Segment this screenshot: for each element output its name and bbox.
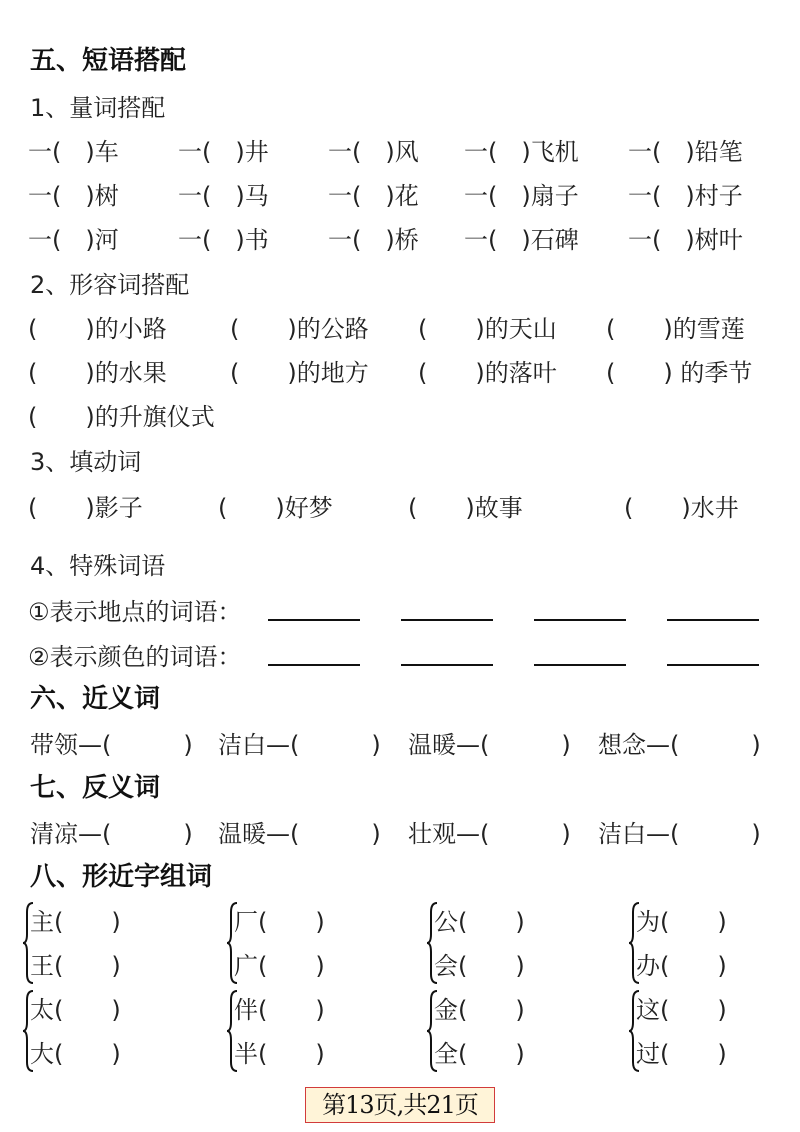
color-words-label: ②表示颜色的词语：: [28, 643, 242, 671]
measure-word-item: 一( )河: [28, 226, 119, 254]
section8-title: 八、形近字组词: [30, 862, 213, 892]
section7-title: 七、反义词: [30, 773, 161, 803]
verb-item: ( )故事: [408, 494, 523, 522]
adjective-item: ( )的升旗仪式: [28, 403, 215, 431]
adjective-item: ( )的公路: [230, 315, 369, 343]
adjective-item: ( )的地方: [230, 359, 369, 387]
section6-title: 六、近义词: [30, 684, 161, 714]
similar-char-item: 公( ): [434, 908, 525, 936]
similar-char-item: 太( ): [30, 996, 121, 1024]
similar-char-group: [628, 900, 798, 986]
part2-title: 2、形容词搭配: [30, 271, 190, 299]
adjective-item: ( )的天山: [418, 315, 557, 343]
measure-word-item: 一( )井: [178, 138, 269, 166]
measure-word-item: 一( )风: [328, 138, 419, 166]
similar-char-group: [226, 900, 396, 986]
similar-char-item: 主( ): [30, 908, 121, 936]
similar-char-group: [426, 900, 596, 986]
similar-char-item: 全( ): [434, 1040, 525, 1068]
adjective-item: ( ) 的季节: [606, 359, 753, 387]
similar-char-item: 这( ): [636, 996, 727, 1024]
synonym-item: 温暖—( ): [408, 731, 571, 759]
answer-blank[interactable]: [268, 619, 360, 621]
adjective-item: ( )的雪莲: [606, 315, 745, 343]
similar-char-item: 半( ): [234, 1040, 325, 1068]
measure-word-item: 一( )石碑: [464, 226, 579, 254]
measure-word-item: 一( )铅笔: [628, 138, 743, 166]
adjective-item: ( )的水果: [28, 359, 167, 387]
measure-word-item: 一( )车: [28, 138, 119, 166]
similar-char-item: 办( ): [636, 952, 727, 980]
measure-word-item: 一( )树叶: [628, 226, 743, 254]
part4-title: 4、特殊词语: [30, 552, 166, 580]
measure-word-item: 一( )扇子: [464, 182, 579, 210]
similar-char-group: [22, 900, 192, 986]
similar-char-item: 大( ): [30, 1040, 121, 1068]
verb-item: ( )影子: [28, 494, 143, 522]
page-number-label: 第13页,共21页: [305, 1087, 495, 1123]
antonym-item: 壮观—( ): [408, 820, 571, 848]
measure-word-item: 一( )马: [178, 182, 269, 210]
adjective-item: ( )的落叶: [418, 359, 557, 387]
measure-word-item: 一( )村子: [628, 182, 743, 210]
similar-char-item: 厂( ): [234, 908, 325, 936]
similar-char-item: 为( ): [636, 908, 727, 936]
synonym-item: 带领—( ): [30, 731, 193, 759]
similar-char-group: [628, 988, 798, 1074]
similar-char-item: 金( ): [434, 996, 525, 1024]
similar-char-group: [426, 988, 596, 1074]
answer-blank[interactable]: [667, 619, 759, 621]
measure-word-item: 一( )花: [328, 182, 419, 210]
answer-blank[interactable]: [268, 664, 360, 666]
verb-item: ( )水井: [624, 494, 739, 522]
verb-item: ( )好梦: [218, 494, 333, 522]
similar-char-item: 会( ): [434, 952, 525, 980]
measure-word-item: 一( )桥: [328, 226, 419, 254]
similar-char-group: [226, 988, 396, 1074]
answer-blank[interactable]: [667, 664, 759, 666]
synonym-item: 洁白—( ): [218, 731, 381, 759]
answer-blank[interactable]: [534, 619, 626, 621]
measure-word-item: 一( )树: [28, 182, 119, 210]
measure-word-item: 一( )飞机: [464, 138, 579, 166]
similar-char-item: 王( ): [30, 952, 121, 980]
antonym-item: 清凉—( ): [30, 820, 193, 848]
similar-char-group: [22, 988, 192, 1074]
answer-blank[interactable]: [401, 619, 493, 621]
part3-title: 3、填动词: [30, 448, 142, 476]
similar-char-item: 过( ): [636, 1040, 727, 1068]
part1-title: 1、量词搭配: [30, 94, 166, 122]
section5-title: 五、短语搭配: [30, 46, 187, 76]
antonym-item: 温暖—( ): [218, 820, 381, 848]
synonym-item: 想念—( ): [598, 731, 761, 759]
measure-word-item: 一( )书: [178, 226, 269, 254]
similar-char-item: 伴( ): [234, 996, 325, 1024]
antonym-item: 洁白—( ): [598, 820, 761, 848]
adjective-item: ( )的小路: [28, 315, 167, 343]
similar-char-item: 广( ): [234, 952, 325, 980]
answer-blank[interactable]: [534, 664, 626, 666]
answer-blank[interactable]: [401, 664, 493, 666]
location-words-label: ①表示地点的词语：: [28, 598, 242, 626]
